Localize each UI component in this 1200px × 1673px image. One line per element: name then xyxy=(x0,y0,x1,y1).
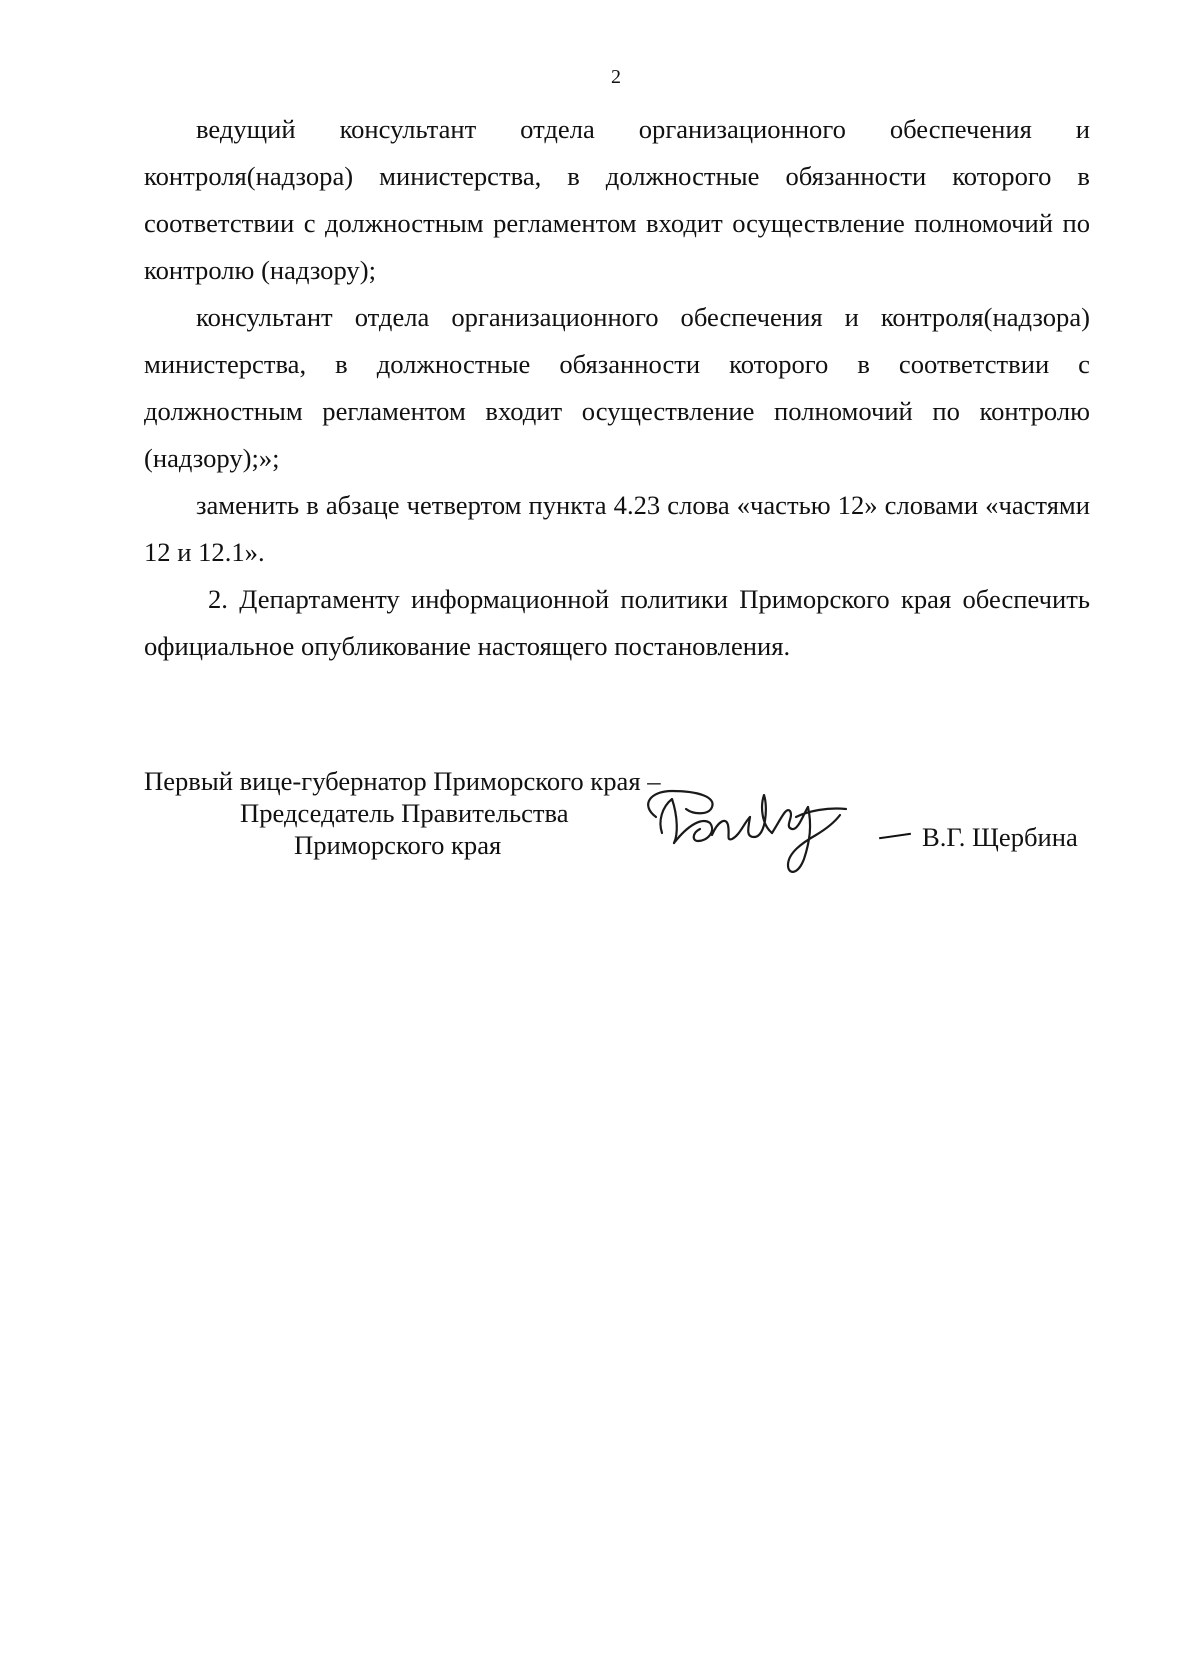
handwritten-signature-icon xyxy=(632,777,862,887)
paragraph-replace-words: заменить в абзаце четвертом пункта 4.23 слова «частью 12» словами «частями 12 и 12.1». xyxy=(144,490,1090,567)
document-body xyxy=(144,106,1090,670)
signer-title-line-3: Приморского края xyxy=(294,830,502,860)
signer-name: В.Г. Щербина xyxy=(922,822,1078,852)
signer-title-line-1: Первый вице-губернатор Приморского края – xyxy=(144,766,661,796)
signature-block xyxy=(144,765,1090,895)
signer-title-line-2: Председатель Правительства xyxy=(240,798,569,828)
page-number: 2 xyxy=(611,66,621,88)
signature-dash xyxy=(879,833,911,839)
paragraph-consultant: консультант отдела организационного обеспечения и контроля(надзора) министерства, в должностные обязанности которого в соответствии с должностным регламентом входит осуществление полномочий по контролю (надзору);»; xyxy=(144,302,1090,473)
paragraph-lead-consultant: ведущий консультант отдела организационного обеспечения и контроля(надзора) министерства, в должностные обязанности которого в соответствии с должностным регламентом входит осуществление полномочий по контролю (надзору); xyxy=(144,114,1090,285)
paragraph-item-2: 2. Департаменту информационной политики Приморского края обеспечить официальное опубликование настоящего постановления. xyxy=(144,584,1090,661)
